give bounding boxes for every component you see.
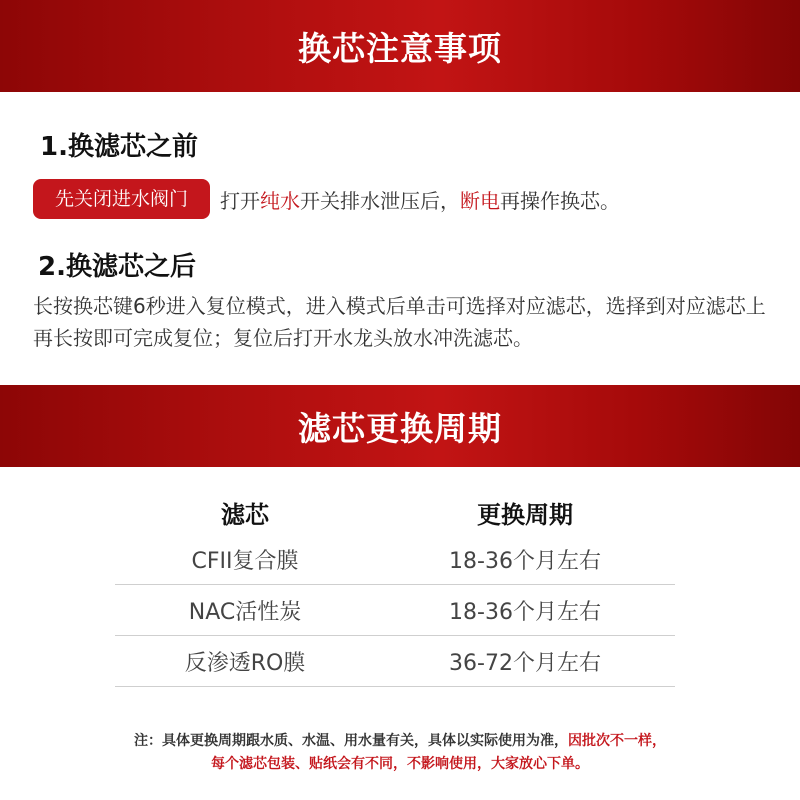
replacement-cycle-table [115, 490, 675, 687]
banner-title: 换芯注意事项 [298, 28, 502, 68]
filter-cycle: 18-36个月左右 [449, 599, 601, 625]
before-change-heading: 1.换滤芯之前 [40, 132, 198, 162]
table-row [115, 636, 675, 687]
pure-water-highlight: 纯水 [260, 188, 301, 213]
header-filter: 滤芯 [221, 500, 269, 529]
instruction-text: 再操作换芯。 [500, 188, 621, 213]
header-cycle: 更换周期 [477, 500, 573, 529]
footnote-line-1 [0, 730, 800, 753]
footnote [0, 730, 800, 776]
filter-name: 反渗透RO膜 [184, 650, 306, 676]
filter-cycle: 18-36个月左右 [449, 548, 601, 574]
banner-replacement-cycle [0, 385, 800, 467]
after-change-heading: 2.换滤芯之后 [38, 252, 196, 282]
close-valve-badge: 先关闭进水阀门 [33, 179, 210, 219]
footnote-highlight: 因批次不一样， [568, 733, 666, 749]
filter-name: NAC活性炭 [188, 599, 302, 625]
table-row [115, 534, 675, 585]
footnote-line-2: 每个滤芯包装、贴纸会有不同，不影响使用，大家放心下单。 [211, 756, 589, 772]
banner-title: 滤芯更换周期 [298, 408, 502, 448]
banner-change-notes [0, 0, 800, 92]
filter-name: CFII复合膜 [191, 548, 299, 574]
filter-cycle: 36-72个月左右 [449, 650, 601, 676]
before-change-instructions [33, 178, 620, 220]
table-header [115, 490, 675, 534]
table-row [115, 585, 675, 636]
power-off-highlight: 断电 [460, 188, 501, 213]
after-change-instructions: 长按换芯键6秒进入复位模式，进入模式后单击可选择对应滤芯，选择到对应滤芯上再长按即可完成复位；复位后打开水龙头放水冲洗滤芯。 [33, 294, 766, 350]
instruction-text: 开关排水泄压后， [300, 188, 461, 213]
instruction-text: 打开 [220, 188, 261, 213]
footnote-text: 注：具体更换周期跟水质、水温、用水量有关，具体以实际使用为准， [134, 733, 568, 749]
